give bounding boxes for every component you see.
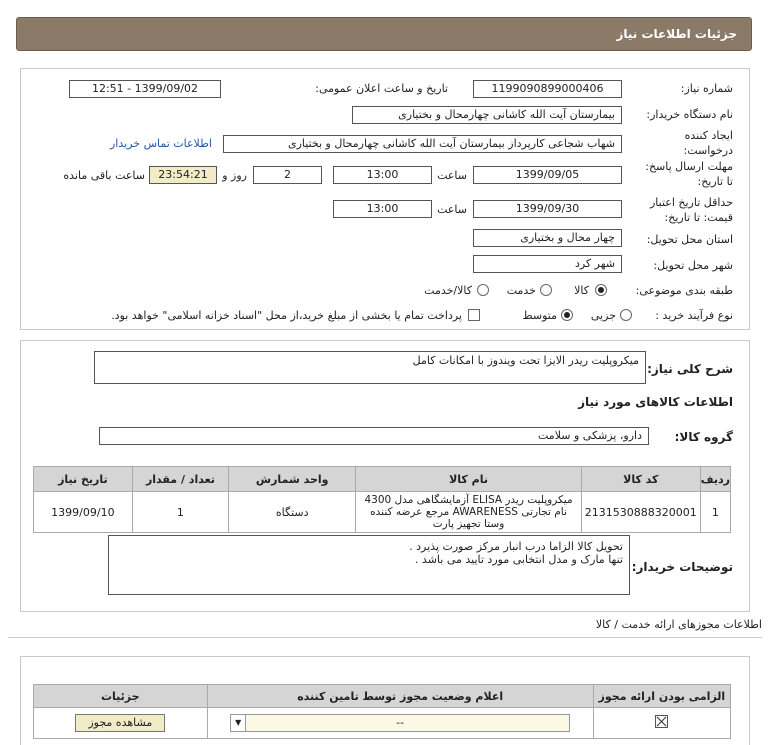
- process-option-medium: متوسط: [522, 309, 557, 322]
- chevron-down-icon: ▼: [231, 715, 246, 731]
- col-license-status: اعلام وضعیت مجوز توسط تامین کننده: [207, 685, 593, 708]
- city-label: شهر محل تحویل:: [653, 259, 733, 272]
- page-title: جزئیات اطلاعات نیاز: [616, 27, 737, 41]
- licenses-divider: [8, 637, 762, 638]
- buyer-notes-label: توضیحات خریدار:: [631, 560, 733, 574]
- remaining-time-field: 23:54:21: [149, 166, 217, 184]
- goods-group-label: گروه کالا:: [674, 430, 733, 444]
- remaining-time-label: ساعت باقی مانده: [63, 169, 145, 182]
- buyer-notes-line-2: تنها مارک و مدل انتخابی مورد تایید می باشد .: [414, 553, 623, 566]
- need-number-label: شماره نیاز:: [680, 82, 733, 95]
- cell-code: 2131530888320001: [581, 492, 700, 533]
- validity-label-2: قیمت: تا تاریخ:: [664, 211, 733, 224]
- validity-time-field: 13:00: [333, 200, 432, 218]
- license-status-value: --: [396, 716, 405, 729]
- reply-deadline-label-1: مهلت ارسال پاسخ:: [645, 160, 733, 173]
- view-license-button[interactable]: مشاهده مجوز: [75, 714, 165, 732]
- process-type-label: نوع فرآیند خرید :: [655, 309, 733, 322]
- validity-label-1: حداقل تاریخ اعتبار: [649, 196, 733, 209]
- province-label: استان محل تحویل:: [646, 233, 733, 246]
- days-label: روز و: [222, 169, 247, 182]
- col-row: ردیف: [700, 467, 730, 492]
- treasury-payment-note: پرداخت تمام یا بخشی از مبلغ خرید،از محل "اسناد خزانه اسلامی" خواهد بود.: [111, 309, 462, 322]
- creator-field: شهاب شجاعی کارپرداز بیمارستان آیت الله کاشانی چهارمحال و بختیاری: [223, 135, 622, 153]
- reply-time-label: ساعت: [437, 169, 467, 182]
- category-option-service: خدمت: [506, 284, 536, 297]
- table-row: [34, 492, 731, 533]
- cell-license-status: [207, 708, 593, 739]
- cell-qty: 1: [132, 492, 228, 533]
- category-option-goods-service: کالا/خدمت: [424, 284, 472, 297]
- category-radio-service[interactable]: [540, 284, 552, 296]
- announce-date-label: تاریخ و ساعت اعلان عمومی:: [315, 82, 448, 95]
- category-label: طبقه بندی موضوعی:: [635, 284, 733, 297]
- reply-time-field: 13:00: [333, 166, 432, 184]
- cell-row: 1: [700, 492, 730, 533]
- buyer-notes-field: [108, 535, 630, 595]
- col-code: کد کالا: [581, 467, 700, 492]
- cell-license-required: [593, 708, 730, 739]
- licenses-table: [33, 684, 731, 739]
- buyer-contact-link[interactable]: اطلاعات تماس خریدار: [110, 137, 212, 150]
- cell-license-details: [34, 708, 208, 739]
- process-option-minor: جزیی: [590, 309, 616, 322]
- buyer-notes-line-1: تحویل کالا الزاما درب انبار مرکز صورت پذیرد .: [409, 540, 623, 553]
- creator-label-1: ایجاد کننده: [684, 129, 733, 142]
- license-status-select[interactable]: [230, 714, 570, 732]
- category-radio-goods-service[interactable]: [477, 284, 489, 296]
- col-license-required: الزامی بودن ارائه مجوز: [593, 685, 730, 708]
- validity-time-label: ساعت: [437, 203, 467, 216]
- category-option-goods: کالا: [574, 284, 589, 297]
- items-table: [33, 466, 731, 533]
- announce-date-field: 1399/09/02 - 12:51: [69, 80, 221, 98]
- col-qty: تعداد / مقدار: [132, 467, 228, 492]
- reply-deadline-label-2: تا تاریخ:: [697, 175, 733, 188]
- goods-section-title: اطلاعات کالاهای مورد نیاز: [578, 395, 733, 409]
- process-radio-minor[interactable]: [620, 309, 632, 321]
- process-radio-medium[interactable]: [561, 309, 573, 321]
- summary-field: میکروپلیت ریدر الایزا تحت ویندوز با امکانات کامل: [94, 351, 646, 384]
- city-field: شهر کرد: [473, 255, 622, 273]
- reply-date-field: 1399/09/05: [473, 166, 622, 184]
- col-unit: واحد شمارش: [229, 467, 356, 492]
- cell-date: 1399/09/10: [34, 492, 133, 533]
- table-row: [34, 708, 731, 739]
- buyer-org-field: بیمارستان آیت الله کاشانی چهارمحال و بختیاری: [352, 106, 622, 124]
- category-radio-goods[interactable]: [595, 284, 607, 296]
- need-number-field: 1199090899000406: [473, 80, 622, 98]
- treasury-payment-checkbox[interactable]: [468, 309, 480, 321]
- summary-label: شرح کلی نیاز:: [647, 362, 733, 376]
- days-remaining-field: 2: [253, 166, 322, 184]
- cell-name: میکروپلیت ریدر ELISA آزمایشگاهی مدل 4300 نام تجارتی AWARENESS مرجع عرضه کننده وستا تجهیز پارت: [356, 492, 582, 533]
- goods-group-field: دارو، پزشکی و سلامت: [99, 427, 649, 445]
- required-checkbox-icon: [655, 715, 668, 728]
- buyer-org-label: نام دستگاه خریدار:: [646, 108, 733, 121]
- col-date: تاریخ نیاز: [34, 467, 133, 492]
- province-field: چهار محال و بختیاری: [473, 229, 622, 247]
- validity-date-field: 1399/09/30: [473, 200, 622, 218]
- col-name: نام کالا: [356, 467, 582, 492]
- col-license-details: جزئیات: [34, 685, 208, 708]
- creator-label-2: درخواست:: [683, 144, 733, 157]
- licenses-title: اطلاعات مجوزهای ارائه خدمت / کالا: [595, 618, 762, 631]
- cell-unit: دستگاه: [229, 492, 356, 533]
- page-title-bar: [16, 17, 752, 51]
